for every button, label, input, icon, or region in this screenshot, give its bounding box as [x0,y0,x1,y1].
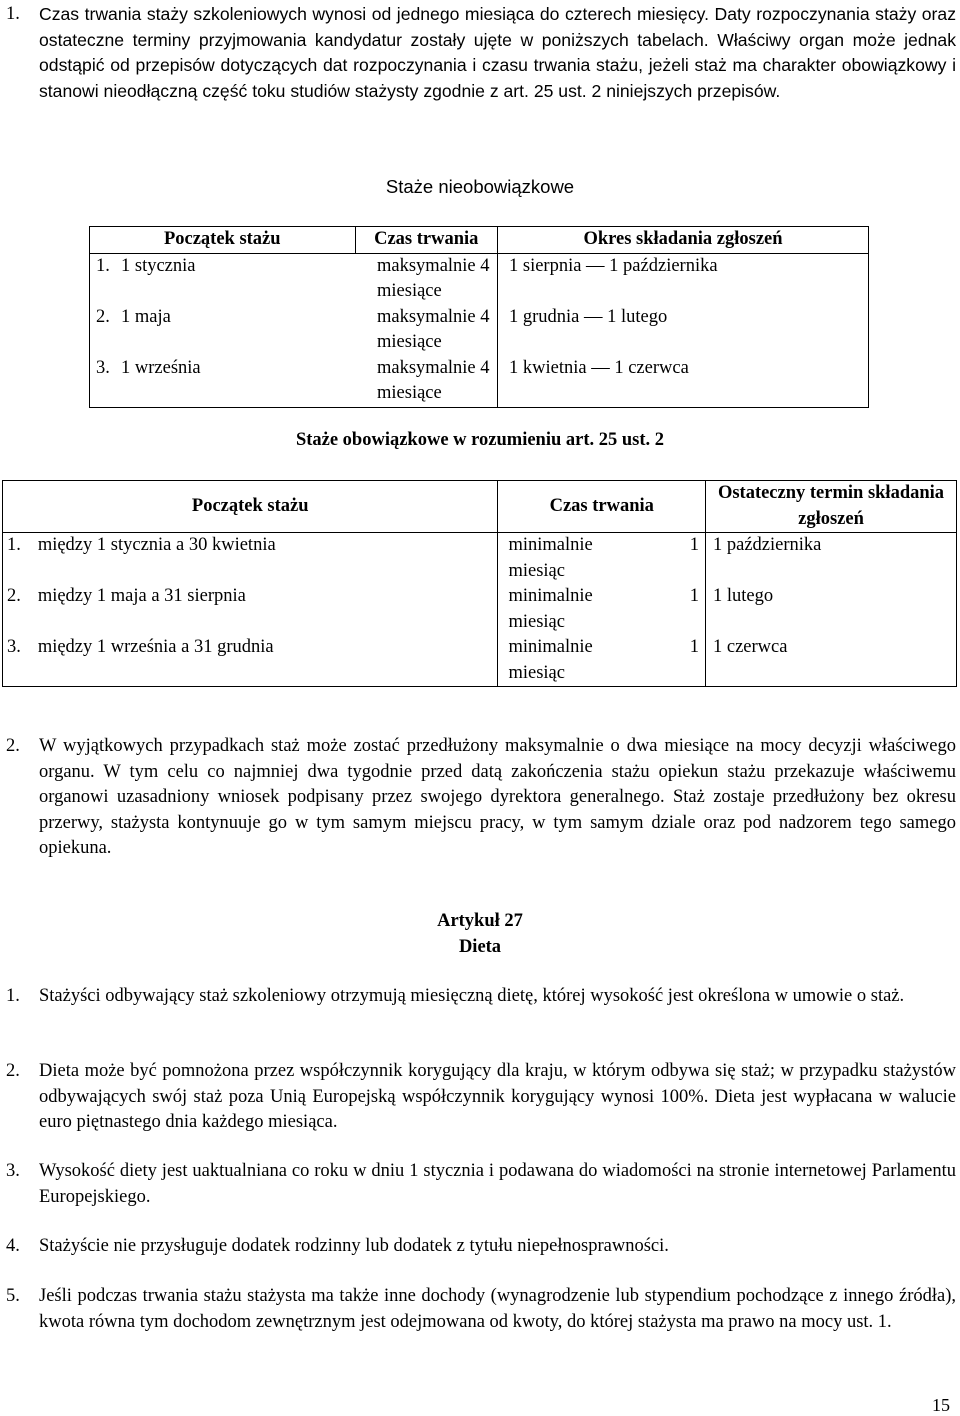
deadline: 1 października [713,535,822,555]
table-row [3,635,957,687]
paragraph-number: 1. [6,4,20,24]
page-number: 15 [932,1395,950,1415]
row-number: 3. [7,637,21,657]
duration-unit: miesiąc [508,611,565,632]
application-period: 1 sierpnia — 1 października [509,255,718,276]
deadline: 1 lutego [713,586,774,606]
start-date: 1 września [121,357,201,378]
article-title: Artykuł 27 [437,911,523,931]
duration [498,635,706,687]
article-paragraph-3 [6,1159,956,1210]
table-mandatory-internships [2,480,957,687]
table-2-title: Staże obowiązkowe w rozumieniu art. 25 ust. 2 [295,430,665,450]
article-subtitle: Dieta [458,936,502,957]
duration-word: minimalnie [508,637,593,657]
paragraph-text: Wysokość diety jest uaktualniana co roku w dniu 1 stycznia i podawana do wiadomości na stronie internetowej Parlamentu Europejskiego. [39,1161,956,1207]
paragraph-2 [6,734,956,862]
start-date: 1 stycznia [121,255,196,276]
table-row [90,356,869,408]
duration-word: minimalnie [508,535,593,555]
article-paragraph-1 [6,984,956,1010]
duration: maksymalnie 4 miesiące [355,253,498,305]
column-header-duration: Czas trwania [355,227,498,254]
row-number: 2. [96,306,110,327]
column-header-deadline: Ostateczny termin składania zgłoszeń [706,481,957,533]
table-1-title: Staże nieobowiązkowe [385,176,575,197]
article-paragraph-2 [6,1059,956,1136]
table-header-row [3,481,957,533]
start-range: między 1 września a 31 grudnia [38,635,498,687]
row-number: 2. [7,586,21,606]
column-header-start: Początek stażu [90,227,356,254]
start-date: 1 maja [121,306,171,327]
paragraph-number: 3. [6,1161,20,1181]
paragraph-text: Dieta może być pomnożona przez współczynnik korygujący dla kraju, w którym odbywa się staż; w przypadku stażystów odbywających swój staż poza Unią Europejską współczynnik korygujący wynosi 100%. Dieta jest wypłacana w walucie euro piętnastego dnia każdego miesiąca. [39,1061,956,1132]
paragraph-number: 2. [6,736,20,756]
paragraph-number: 2. [6,1061,20,1081]
duration-unit: miesiąc [508,662,565,683]
duration: maksymalnie 4 miesiące [355,356,498,408]
paragraph-number: 5. [6,1286,20,1306]
duration-number: 1 [689,637,699,657]
duration-number: 1 [689,535,699,555]
paragraph-number: 4. [6,1236,20,1256]
paragraph-text: Stażyści odbywający staż szkoleniowy otrzymują miesięczną dietę, której wysokość jest określona w umowie o staż. [39,986,905,1006]
duration-number: 1 [689,586,699,606]
row-number: 1. [7,535,21,555]
duration-unit: miesiąc [508,560,565,581]
paragraph-number: 1. [6,986,20,1006]
article-heading [0,909,960,960]
duration [498,533,706,585]
table-row [3,584,957,635]
table-header-row [90,227,869,254]
deadline: 1 czerwca [713,637,788,657]
column-header-duration: Czas trwania [498,481,706,533]
paragraph-text: Jeśli podczas trwania stażu stażysta ma także inne dochody (wynagrodzenie lub stypendium pochodzące z innego źródła), kwota równa tym dochodom zewnętrznym jest odejmowana od kwoty, do której stażysta ma prawo na mocy ust. 1. [39,1286,956,1332]
duration: maksymalnie 4 miesiące [355,305,498,356]
column-header-start: Początek stażu [3,481,498,533]
duration-word: minimalnie [508,586,593,606]
start-range: między 1 maja a 31 sierpnia [38,584,498,635]
table-row [90,253,869,305]
application-period: 1 grudnia — 1 lutego [509,306,668,327]
row-number: 3. [96,357,110,378]
paragraph-text: Stażyście nie przysługuje dodatek rodzinny lub dodatek z tytułu niepełnosprawności. [39,1236,669,1256]
article-paragraph-5 [6,1284,956,1335]
row-number: 1. [96,255,110,276]
start-range: między 1 stycznia a 30 kwietnia [38,533,498,585]
paragraph-1 [6,2,956,104]
column-header-application-period: Okres składania zgłoszeń [498,227,869,254]
duration [498,584,706,635]
paragraph-text: W wyjątkowych przypadkach staż może zostać przedłużony maksymalnie o dwa miesiące na mocy decyzji właściwego organu. W tym celu co najmniej dwa tygodnie przed datą zakończenia stażu opiekun stażu przekazuje właściwemu organowi uzasadniony wniosek podpisany przez swojego dyrektora generalnego. Staż zostaje przedłużony bez okresu przerwy, stażysta kontynuuje go w tym samym miejscu pracy, w tym samym dziale oraz pod nadzorem tego samego opiekuna. [39,736,956,858]
table-optional-internships [89,226,869,408]
table-row [90,305,869,356]
table-row [3,533,957,585]
article-paragraph-4 [6,1234,956,1260]
application-period: 1 kwietnia — 1 czerwca [509,357,689,378]
paragraph-text: Czas trwania staży szkoleniowych wynosi od jednego miesiąca do czterech miesięcy. Daty rozpoczynania staży oraz ostateczne terminy przyjmowania kandydatur zostały ujęte w poniższych tabelach. Właściwy organ może jednak odstąpić od przepisów dotyczących dat rozpoczynania i czasu trwania stażu, jeżeli staż ma charakter obowiązkowy i stanowi nieodłączną część toku studiów stażysty zgodnie z art. 25 ust. 2 niniejszych przepisów. [39,4,956,101]
